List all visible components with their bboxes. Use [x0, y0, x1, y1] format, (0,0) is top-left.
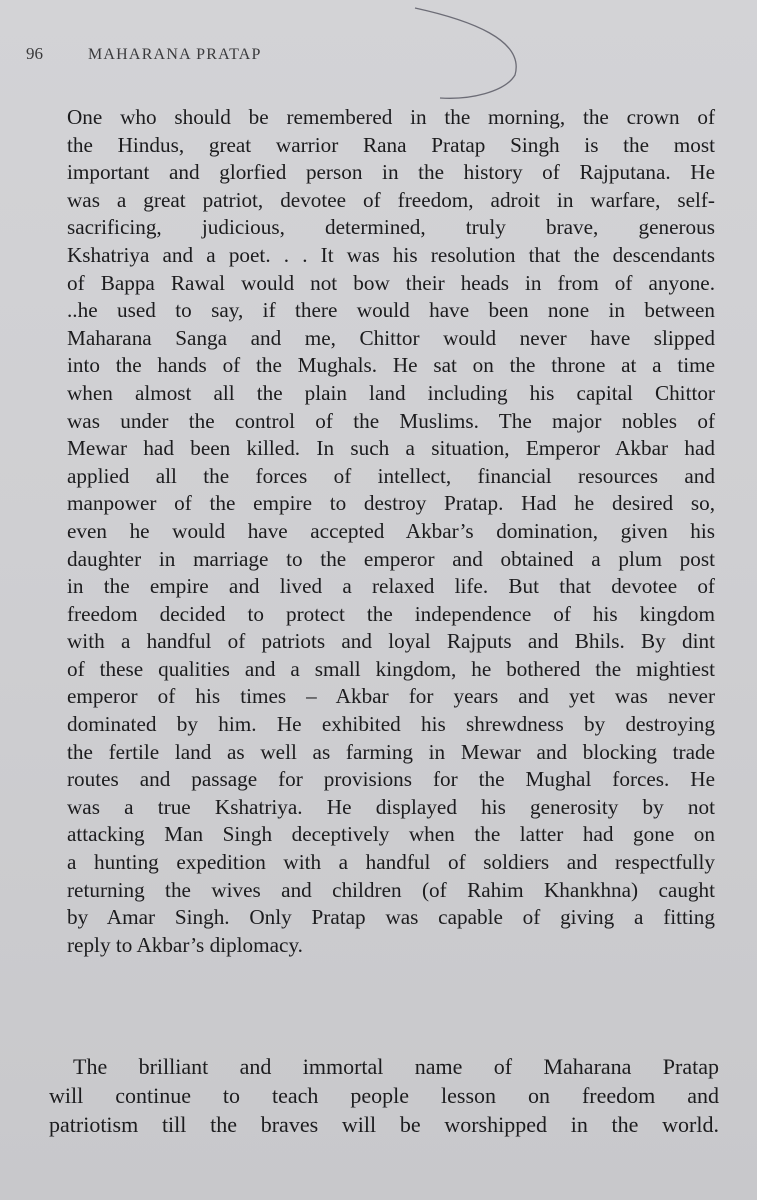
text-line: was a great patriot, devotee of freedom, adroit in warfare, self- [67, 187, 715, 212]
text-line: was a true Kshatriya. He displayed his generosity by not [67, 794, 715, 819]
text-line: the fertile land as well as farming in Mewar and blocking trade [67, 739, 715, 764]
text-line: when almost all the plain land including his capital Chittor [67, 380, 715, 405]
text-line: in the empire and lived a relaxed life. But that devotee of [67, 574, 715, 599]
text-line: by Amar Singh. Only Pratap was capable of giving a fitting [67, 905, 715, 930]
text-line: dominated by him. He exhibited his shrewdness by destroying [67, 712, 715, 737]
text-line: Kshatriya and a poet. . . It was his resolution that the descendants [67, 242, 715, 267]
text-line: freedom decided to protect the independence of his kingdom [67, 601, 715, 626]
text-line: of Bappa Rawal would not bow their heads in from of anyone. [67, 270, 715, 295]
text-line: sacrificing, judicious, determined, truly brave, generous [67, 215, 715, 240]
text-line: manpower of the empire to destroy Pratap. Had he desired so, [67, 491, 715, 516]
paragraph-2 [49, 1052, 719, 1139]
page-number: 96 [26, 44, 43, 63]
text-line: Mewar had been killed. In such a situation, Emperor Akbar had [67, 436, 715, 461]
text-line: the Hindus, great warrior Rana Pratap Singh is the most [67, 132, 715, 157]
text-line: daughter in marriage to the emperor and obtained a plum post [67, 546, 715, 571]
text-line: even he would have accepted Akbar’s domination, given his [67, 518, 715, 543]
text-line: was under the control of the Muslims. The major nobles of [67, 408, 715, 433]
text-line: applied all the forces of intellect, financial resources and [67, 463, 715, 488]
running-header [26, 44, 262, 64]
text-line: attacking Man Singh deceptively when the latter had gone on [67, 822, 715, 847]
text-line: ..he used to say, if there would have been none in between [67, 298, 715, 323]
text-line: returning the wives and children (of Rahim Khankhna) caught [67, 877, 715, 902]
text-line: Maharana Sanga and me, Chittor would never have slipped [67, 325, 715, 350]
text-line: One who should be remembered in the morning, the crown of [67, 105, 715, 129]
text-line: a hunting expedition with a handful of soldiers and respectfully [67, 850, 715, 875]
text-line: reply to Akbar’s diplomacy. [67, 932, 303, 957]
text-line: important and glorfied person in the history of Rajputana. He [67, 160, 715, 185]
text-line: into the hands of the Mughals. He sat on the throne at a time [67, 353, 715, 378]
running-title: MAHARANA PRATAP [88, 46, 262, 63]
text-line: of these qualities and a small kingdom, he bothered the mightiest [67, 656, 715, 681]
text-line: will continue to teach people lesson on freedom and [49, 1083, 719, 1108]
text-line: patriotism till the braves will be worshipped in the world. [49, 1112, 719, 1137]
text-line: routes and passage for provisions for the Mughal forces. He [67, 767, 715, 792]
text-line: emperor of his times – Akbar for years and yet was never [67, 684, 715, 709]
paragraph-1 [67, 104, 715, 959]
text-line: The brilliant and immortal name of Maharana Pratap [73, 1054, 719, 1079]
text-line: with a handful of patriots and loyal Rajputs and Bhils. By dint [67, 629, 715, 654]
